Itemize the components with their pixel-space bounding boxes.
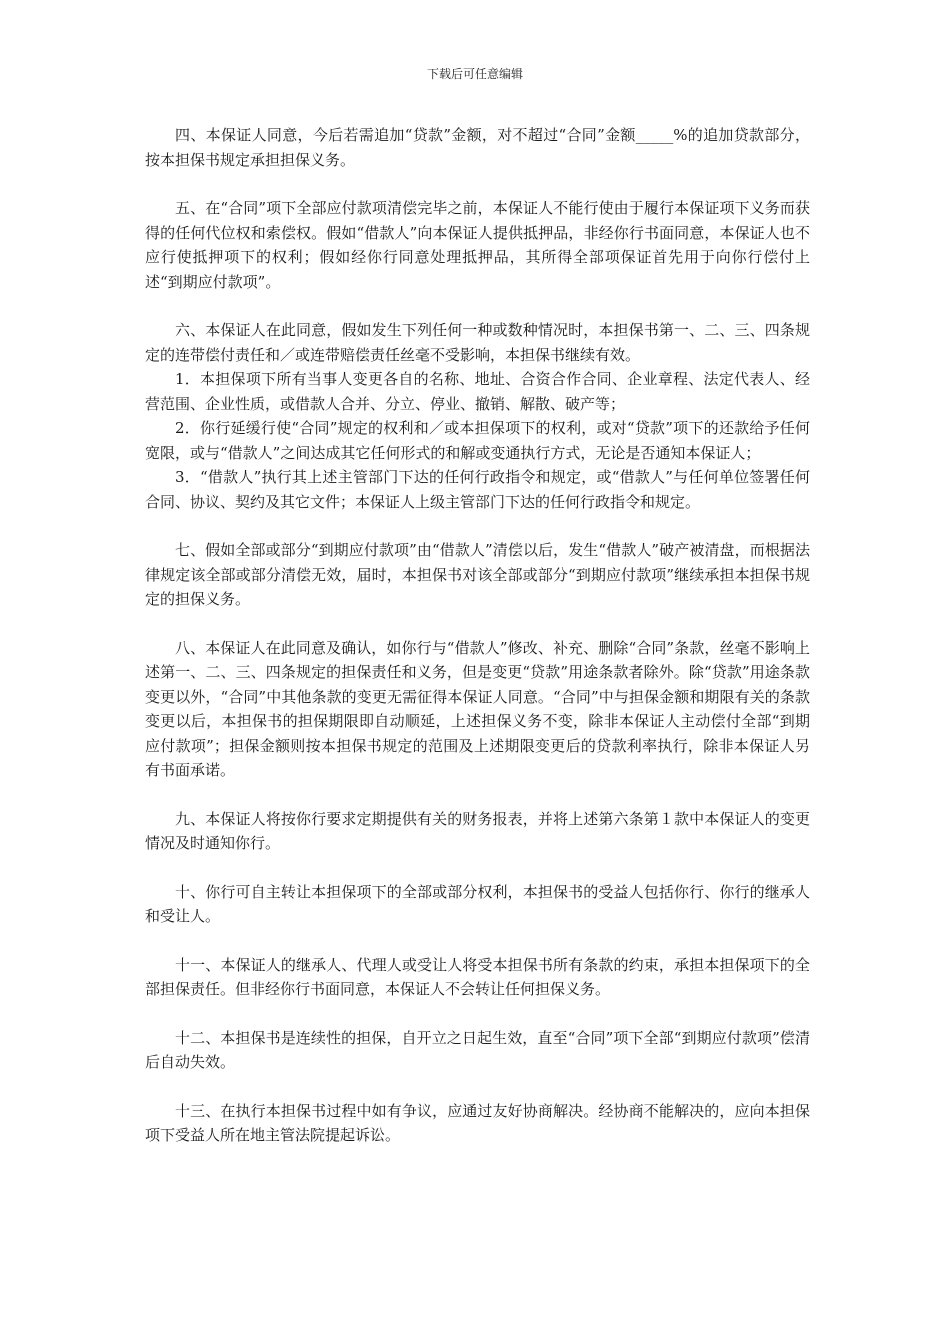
paragraph: 十、你行可自主转让本担保项下的全部或部分权利，本担保书的受益人包括你行、你行的继承人和受让人。 [145,882,810,925]
paragraph-gap [145,514,810,538]
paragraph: 九、本保证人将按你行要求定期提供有关的财务报表，并将上述第六条第１款中本保证人的变更情况及时通知你行。 [145,809,810,852]
paragraph: 四、本保证人同意，今后若需追加“贷款”金额，对不超过“合同”金额_____%的追加贷款部分，按本担保书规定承担担保义务。 [145,126,810,169]
paragraph-gap [145,294,810,318]
paragraph: 2．你行延缓行使“合同”规定的权利和／或本担保项下的权利，或对“贷款”项下的还款给予任何宽限，或与“借款人”之间达成其它任何形式的和解或变通执行方式，无论是否通知本保证人； [145,419,810,462]
page-header: 下载后可任意编辑 [426,67,523,81]
paragraph-gap [145,172,810,196]
paragraph: 十一、本保证人的继承人、代理人或受让人将受本担保书所有条款的约束，承担本担保项下的全部担保责任。但非经你行书面同意，本保证人不会转让任何担保义务。 [145,955,810,998]
paragraph-gap [145,856,810,880]
paragraph: 五、在“合同”项下全部应付款项清偿完毕之前，本保证人不能行使由于履行本保证项下义务而获得的任何代位权和索偿权。假如“借款人”向本保证人提供抵押品，非经你行书面同意，本保证人也不应行使抵押项下的权利；假如经你行同意处理抵押品，其所得全部项保证首先用于向你行偿付上述“到期应付款项”。 [145,199,810,291]
paragraph: 十三、在执行本担保书过程中如有争议，应通过友好协商解决。经协商不能解决的，应向本担保项下受益人所在地主管法院提起诉讼。 [145,1101,810,1144]
paragraph: 八、本保证人在此同意及确认，如你行与“借款人”修改、补充、删除“合同”条款，丝毫不影响上述第一、二、三、四条规定的担保责任和义务，但是变更“贷款”用途条款者除外。除“贷款”用途条款变更以外，“合同”中其他条款的变更无需征得本保证人同意。“合同”中与担保金额和期限有关的条款变更以后，本担保书的担保期限即自动顺延，上述担保义务不变，除非本保证人主动偿付全部“到期应付款项”；担保金额则按本担保书规定的范围及上述期限变更后的贷款利率执行，除非本保证人另有书面承诺。 [145,638,810,779]
paragraph-gap [145,612,810,636]
paragraph-gap [145,1075,810,1099]
paragraph-gap [145,783,810,807]
paragraph: 六、本保证人在此同意，假如发生下列任何一种或数种情况时，本担保书第一、二、三、四条规定的连带偿付责任和／或连带赔偿责任丝毫不受影响，本担保书继续有效。 [145,321,810,364]
paragraph-gap [145,1002,810,1026]
paragraph-gap [145,929,810,953]
paragraph: 3．“借款人”执行其上述主管部门下达的任何行政指令和规定，或“借款人”与任何单位签署任何合同、协议、契约及其它文件；本保证人上级主管部门下达的任何行政指令和规定。 [145,468,810,511]
paragraph: 1．本担保项下所有当事人变更各自的名称、地址、合资合作合同、企业章程、法定代表人、经营范围、企业性质，或借款人合并、分立、停业、撤销、解散、破产等； [145,370,810,413]
paragraph: 十二、本担保书是连续性的担保，自开立之日起生效，直至“合同”项下全部“到期应付款项”偿清后自动失效。 [145,1028,810,1071]
document-body [145,123,810,1148]
paragraph: 七、假如全部或部分“到期应付款项”由“借款人”清偿以后，发生“借款人”破产被清盘，而根据法律规定该全部或部分清偿无效，届时，本担保书对该全部或部分“到期应付款项”继续承担本担保书规定的担保义务。 [145,541,810,608]
